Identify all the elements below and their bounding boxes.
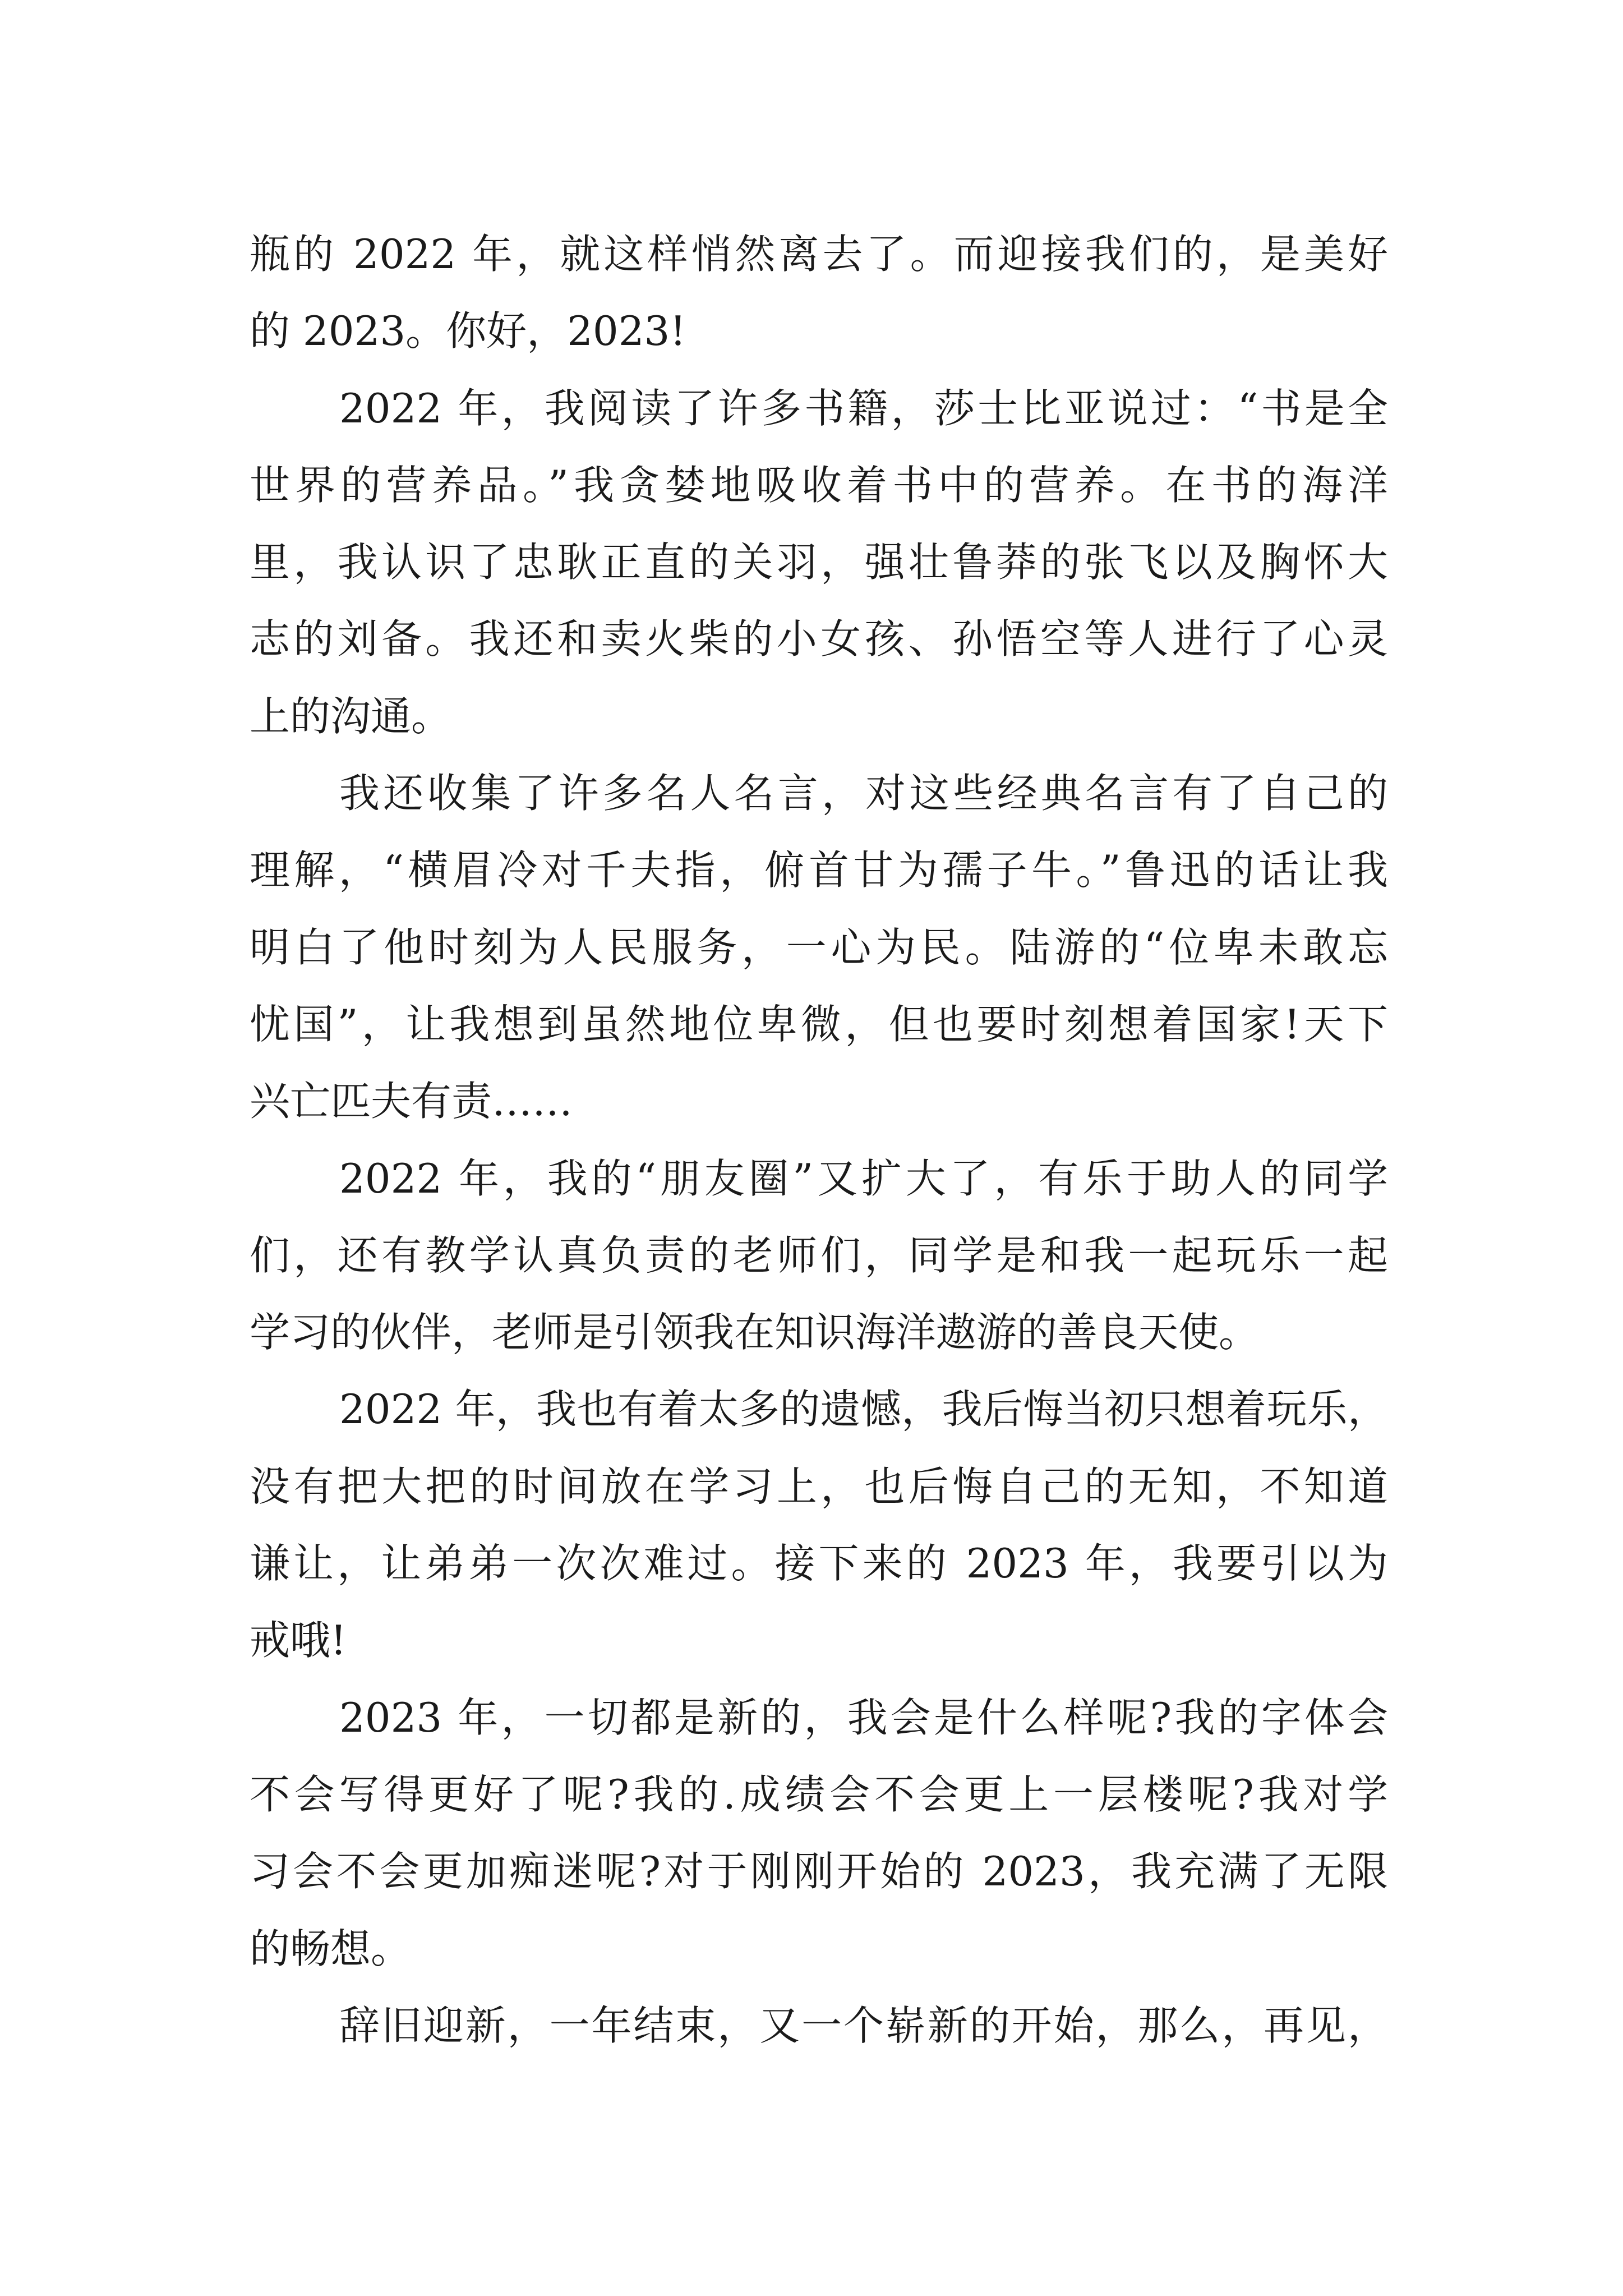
text-line: 的 2023。你好，2023! <box>250 307 686 355</box>
text-line: 兴亡匹夫有责…… <box>250 1078 573 1125</box>
text-line: 志的刘备。我还和卖火柴的小女孩、孙悟空等人进行了心灵 <box>250 615 1388 663</box>
paragraph-start-line: 2022 年，我阅读了许多书籍，莎士比亚说过：“书是全 <box>339 384 1388 432</box>
text-line: 谦让，让弟弟一次次难过。接下来的 2023 年，我要引以为 <box>250 1540 1388 1588</box>
text-line: 明白了他时刻为人民服务，一心为民。陆游的“位卑未敢忘 <box>250 923 1388 971</box>
text-line: 里，我认识了忠耿正直的关羽，强壮鲁莽的张飞以及胸怀大 <box>250 539 1388 586</box>
text-line: 理解，“横眉冷对千夫指，俯首甘为孺子牛。”鲁迅的话让我 <box>250 846 1388 894</box>
paragraph-start-line: 2022 年，我的“朋友圈”又扩大了，有乐于助人的同学 <box>339 1154 1388 1202</box>
essay-body <box>250 216 1388 2064</box>
paragraph-start-line: 辞旧迎新，一年结束，又一个崭新的开始，那么，再见， <box>339 2001 1388 2049</box>
text-line: 忧国”，让我想到虽然地位卑微，但也要时刻想着国家!天下 <box>250 1000 1388 1048</box>
paragraph-start-line: 我还收集了许多名人名言，对这些经典名言有了自己的 <box>339 770 1388 817</box>
text-line: 习会不会更加痴迷呢?对于刚刚开始的 2023，我充满了无限 <box>250 1848 1388 1895</box>
text-line: 的畅想。 <box>250 1925 412 1972</box>
text-line: 世界的营养品。”我贪婪地吸收着书中的营养。在书的海洋 <box>250 461 1388 509</box>
paragraph-start-line: 2022 年，我也有着太多的遗憾，我后悔当初只想着玩乐， <box>339 1386 1388 1433</box>
text-line: 学习的伙伴，老师是引领我在知识海洋遨游的善良天使。 <box>250 1309 1260 1356</box>
text-line: 戒哦! <box>250 1617 347 1664</box>
text-line: 上的沟通。 <box>250 692 452 740</box>
text-line: 不会写得更好了呢?我的.成绩会不会更上一层楼呢?我对学 <box>250 1770 1388 1818</box>
text-line: 们，还有教学认真负责的老师们，同学是和我一起玩乐一起 <box>250 1231 1388 1279</box>
paragraph-start-line: 2023 年，一切都是新的，我会是什么样呢?我的字体会 <box>339 1694 1388 1741</box>
text-line: 没有把大把的时间放在学习上，也后悔自己的无知，不知道 <box>250 1462 1388 1510</box>
text-line: 瓶的 2022 年，就这样悄然离去了。而迎接我们的，是美好 <box>250 231 1388 278</box>
